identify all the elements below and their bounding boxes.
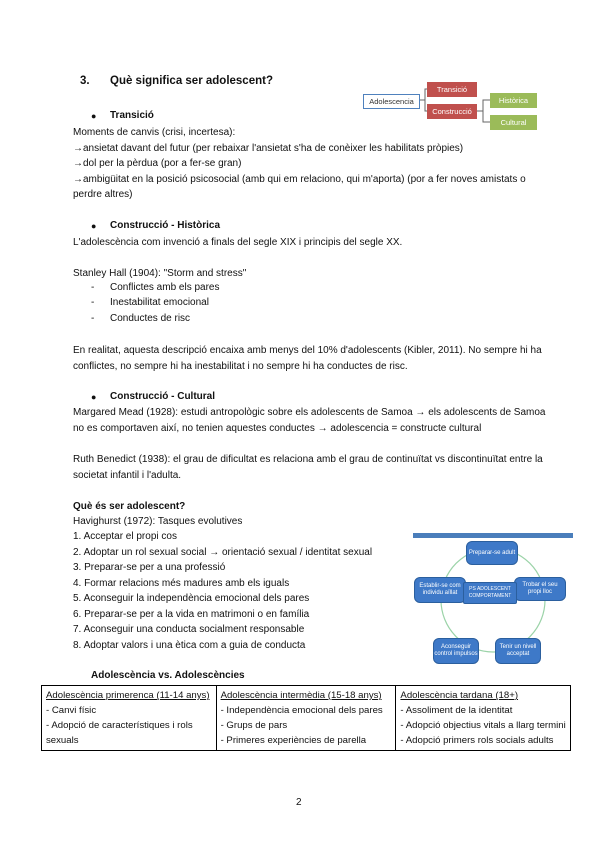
- stages-table: [41, 685, 571, 751]
- section-title: Què significa ser adolescent?: [110, 75, 273, 87]
- stage-item: - Adopció de característiques i rols sexuals: [46, 720, 193, 746]
- stage-item: - Adopció objectius vitals a llarg termini: [400, 720, 566, 731]
- benedict-line: Ruth Benedict (1938): el grau de dificultat es relaciona amb el grau de continuïtat vs discontinuïtat entre la: [73, 454, 543, 465]
- cultural-heading: Construcció - Cultural: [110, 391, 216, 402]
- stage-item: - Primeres experiències de parella: [220, 735, 367, 746]
- page-number: 2: [296, 797, 302, 808]
- transicio-line: Moments de canvis (crisi, incertesa):: [73, 127, 236, 138]
- hall-item: Inestabilitat emocional: [110, 297, 209, 308]
- hall-line: Stanley Hall (1904): "Storm and stress": [73, 268, 247, 279]
- mindmap-node-historica: Històrica: [490, 93, 537, 108]
- cycle-box-right: Trobar el seu propi lloc: [514, 577, 566, 601]
- mindmap-node-cultural: Cultural: [490, 115, 537, 130]
- stage-item: - Adopció primers rols socials adults: [400, 735, 554, 746]
- task-item: 3. Preparar-se per a una professió: [73, 562, 226, 573]
- transicio-line: →ambigüitat en la posició psicosocial (amb qui em relaciono, qui m'aporta) (por a fer noves amistats o: [73, 174, 526, 185]
- stage-title: Adolescència primerenca (11-14 anys): [46, 690, 210, 701]
- table-heading: Adolescència vs. Adolescències: [91, 670, 245, 681]
- cycle-box-bottom-left: Aconseguir control impulsos: [433, 638, 479, 664]
- havighurst-line: Havighurst (1972): Tasques evolutives: [73, 516, 243, 527]
- hall-item: Conductes de risc: [110, 313, 191, 324]
- stage-cell: [216, 686, 396, 751]
- mindmap-node-transicio: Transició: [427, 82, 477, 97]
- mindmap-node-construccio: Construcció: [427, 104, 477, 119]
- task-item: 5. Aconseguir la independència emocional dels pares: [73, 593, 310, 604]
- transicio-line: →dol per la pèrdua (por a fer-se gran): [73, 158, 242, 169]
- stage-item: - Independència emocional dels pares: [220, 705, 383, 716]
- task-item: 2. Adoptar un rol sexual social → orientació sexual / identitat sexual: [73, 547, 373, 558]
- bullet-icon: ●: [91, 221, 97, 231]
- transicio-heading: Transició: [110, 110, 154, 121]
- task-item: 7. Aconseguir una conducta socialment responsable: [73, 624, 305, 635]
- task-item: 6. Preparar-se per a la vida en matrimoni o en família: [73, 609, 310, 620]
- cycle-box-bottom-right: Tenir un nivell acceptat: [495, 638, 541, 664]
- cycle-top-bar: [413, 533, 573, 538]
- cycle-box-top: Preparar-se adult: [466, 541, 518, 565]
- mead-line: Margared Mead (1928): estudi antropològic sobre els adolescents de Samoa → els adolescents de Samoa: [73, 407, 546, 418]
- benedict-line: societat infantil i l'adulta.: [73, 470, 182, 481]
- stage-item: - Grups de pars: [220, 720, 288, 731]
- historica-para: En realitat, aquesta descripció encaixa amb menys del 10% d'adolescents (Kibler, 2011). No sempre hi ha: [73, 345, 542, 356]
- mindmap-root: Adolescencia: [363, 94, 420, 109]
- mead-line: no es comportaven així, no tenien aquestes conductes → adolescencia = constructe cultural: [73, 423, 482, 434]
- transicio-line: perdre altres): [73, 189, 133, 200]
- cycle-box-left: Establir-se com individu aïllat: [414, 577, 466, 603]
- stage-cell: [396, 686, 571, 751]
- dash-marker: -: [91, 297, 95, 308]
- que-es-heading: Què és ser adolescent?: [73, 501, 186, 512]
- dash-marker: -: [91, 282, 95, 293]
- historica-line: L'adolescència com invenció a finals del segle XIX i principis del segle XX.: [73, 237, 403, 248]
- historica-para: conflictes, no sempre hi ha inestabilitat i no sempre hi ha conductes de risc.: [73, 361, 408, 372]
- cycle-center: PS ADOLESCENT COMPORTAMENT: [463, 582, 517, 604]
- section-number: 3.: [80, 75, 90, 87]
- stage-title: Adolescència tardana (18+): [400, 690, 519, 701]
- task-item: 4. Formar relacions més madures amb els iguals: [73, 578, 290, 589]
- stage-item: - Canvi físic: [46, 705, 97, 716]
- task-item: 8. Adoptar valors i una ètica com a guia de conducta: [73, 640, 306, 651]
- hall-item: Conflictes amb els pares: [110, 282, 220, 293]
- task-item: 1. Acceptar el propi cos: [73, 531, 177, 542]
- dash-marker: -: [91, 313, 95, 324]
- stage-cell: [42, 686, 217, 751]
- bullet-icon: ●: [91, 392, 97, 402]
- historica-heading: Construcció - Històrica: [110, 220, 221, 231]
- transicio-line: →ansietat davant del futur (per rebaixar l'ansietat s'ha de conèixer les habilitats pròpies): [73, 143, 464, 154]
- stage-item: - Assoliment de la identitat: [400, 705, 513, 716]
- bullet-icon: ●: [91, 111, 97, 121]
- stage-title: Adolescència intermèdia (15-18 anys): [220, 690, 382, 701]
